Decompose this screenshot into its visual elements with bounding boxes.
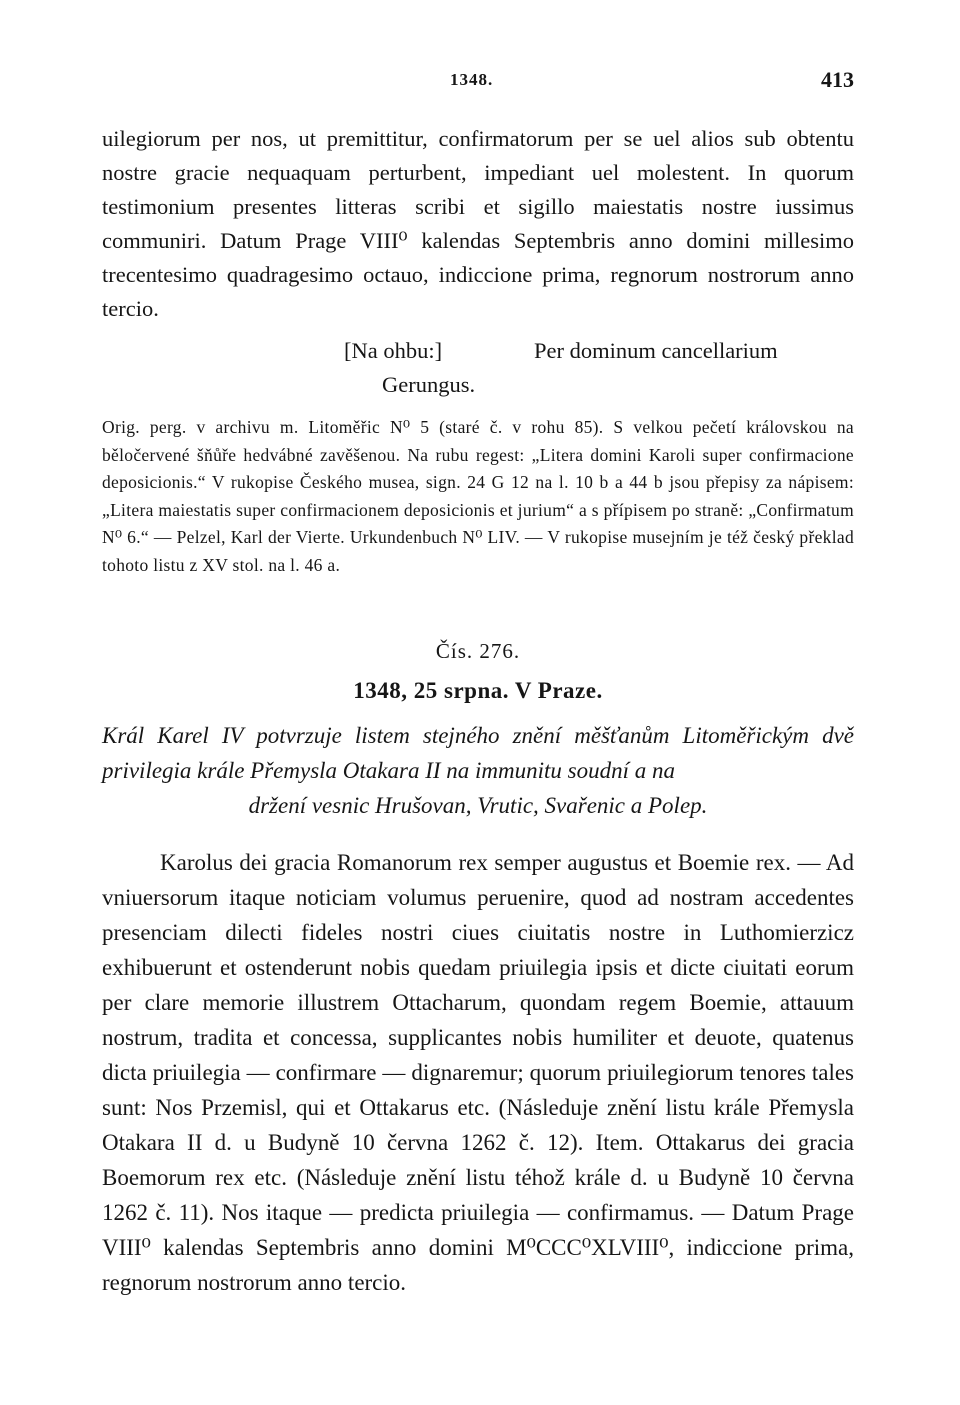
document-regest: [102, 718, 854, 823]
previous-document-paragraph: uilegiorum per nos, ut premittitur, confirmatorum per se uel alios sub obtentu nostre gracie nequaquam perturbent, impediant uel molestent. In quorum testimonium presentes litteras scribi et sigillo maiestatis nostre iussimus communiri. Datum Prage VIII⁰ kalendas Septembris anno domini millesimo trecentesimo quadragesimo octauo, indiccione prima, regnorum nostrorum anno tercio.: [102, 126, 854, 321]
editorial-notes: [102, 414, 854, 579]
previous-document-text: [102, 122, 854, 326]
regest-last-line: držení vesnic Hrušovan, Vrutic, Svařenic a Polep.: [248, 793, 708, 818]
document-date-place: 1348, 25 srpna. V Praze.: [353, 678, 603, 703]
document-body: [102, 845, 854, 1300]
page-number: 413: [821, 67, 854, 92]
signature-line-1: Per dominum cancellarium: [534, 338, 778, 363]
signature-line-2-wrap: [102, 368, 854, 402]
regest-main: Král Karel IV potvrzuje listem stejného znění měšťanům Litoměřickým dvě privilegia krále Přemysla Otakara II na immunitu soudní a na: [102, 723, 854, 783]
chancery-signature: [102, 334, 854, 368]
editorial-note-paragraph: Orig. perg. v archivu m. Litoměřic N⁰ 5 (staré č. v rohu 85). S velkou pečetí královskou na běločervené šňůře hedvábné zavěšenou. Na rubu regest: „Litera domini Karoli super confirmacione deposicionis.“ V rukopise Českého musea, sign. 24 G 12 na l. 10 b a 44 b jsou přepisy za nápisem: „Litera maiestatis super confirmacionem deposicionis et jurium“ a s přípisem po straně: „Confirmatum N⁰ 6.“ — Pelzel, Karl der Vierte. Urkundenbuch N⁰ LIV. — V rukopise musejním je též český překlad tohoto listu z XV stol. na l. 46 a.: [102, 417, 854, 575]
signature-line-2: Gerungus.: [382, 372, 476, 397]
running-head: [102, 67, 854, 110]
running-year: 1348.: [450, 70, 494, 89]
document-body-paragraph: Karolus dei gracia Romanorum rex semper augustus et Boemie rex. — Ad vniuersorum itaque noticiam volumus peruenire, quod ad nostram accedentes presenciam dilecti fideles nostri ciues ciuitatis nostre in Luthomierzicz exhibuerunt et ostenderunt nobis quedam priuilegia ipsis et dicte ciuitati eorum per clare memorie illustrem Ottacharum, quondam regem Boemie, attauum nostrum, tradita et concessa, supplicantes nobis humiliter et deuote, quatenus dicta priuilegia — confirmare — dignaremur; quorum priuilegiorum tenores tales sunt: Nos Przemisl, qui et Ottakarus etc. (Následuje znění listu krále Přemysla Otakara II d. u Budyně 10 června 1262 č. 12). Item. Ottakarus dei gracia Boemorum rex etc. (Následuje znění listu téhož krále d. u Budyně 10 června 1262 č. 11). Nos itaque — predicta priuilegia — confirmamus. — Datum Prage VIII⁰ kalendas Septembris anno domini M⁰CCC⁰XLVIII⁰, indiccione prima, regnorum nostrorum anno tercio.: [102, 850, 854, 1295]
signature-note: [Na ohbu:]: [344, 338, 443, 363]
document-page: [102, 67, 854, 1300]
document-number: Čís. 276.: [435, 639, 521, 663]
